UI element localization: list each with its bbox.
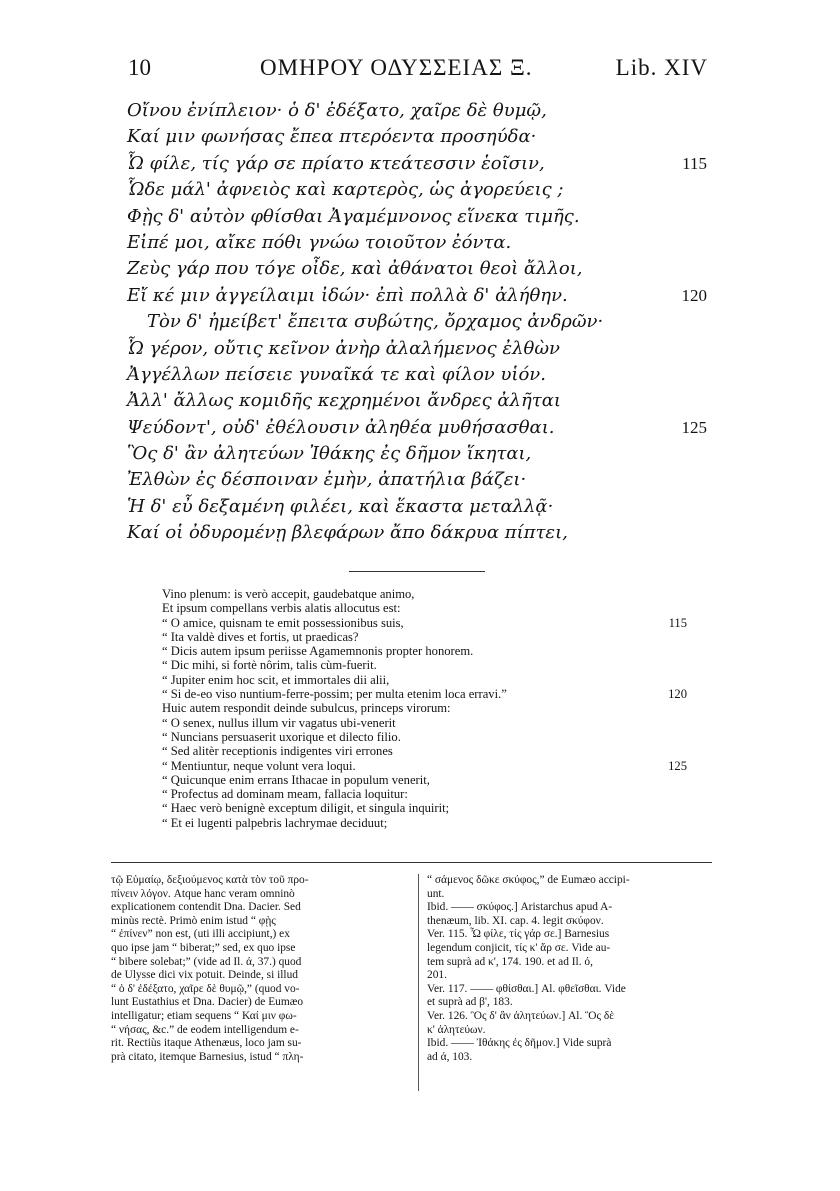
latin-verse-line-text: Et ipsum compellans verbis alatis allocutus est: [162, 601, 401, 616]
greek-verse-line [127, 415, 707, 441]
greek-verse-line-text: Εἰπέ μοι, αἴκε πόθι γνώω τοιοῦτον ἐόντα. [127, 231, 512, 253]
greek-verse-line-text: Ἐλθὼν ἐς δέσποιναν ἐμὴν, ἀπατήλια βάζει· [127, 469, 527, 491]
footnote-line: 201. [427, 969, 447, 982]
latin-verse-line-text: “ O senex, nullus illum vir vagatus ubi-venerit [162, 715, 396, 730]
footnote-line: prà citato, itemque Barnesius, istud “ πλη- [111, 1050, 304, 1063]
latin-translation-block [162, 587, 687, 830]
footnote-line: “ ὁ δ' ἐδέξατο, χαῖρε δὲ θυμῷ,” (quod vo- [111, 982, 300, 995]
footnote-line: rit. Rectiùs itaque Athenæus, loco jam su- [111, 1037, 302, 1050]
footnote-line: “ νήσας, &c.” de eodem intelligendum e- [111, 1023, 299, 1036]
latin-verse-line-text: “ Quicunque enim errans Ithacae in populum venerit, [162, 772, 430, 787]
latin-verse-line-text: “ Et ei lugenti palpebris lachrymae deciduut; [162, 815, 388, 830]
greek-verse-line [127, 309, 707, 335]
latin-verse-line-text: “ Profectus ad dominam meam, fallacia loquitur: [162, 787, 408, 802]
footnote-line: unt. [427, 887, 445, 900]
greek-verse-line-text: Ζεὺς γάρ που τόγε οἶδε, καὶ ἀθάνατοι θεοὶ ἄλλοι, [127, 258, 583, 280]
latin-verse-line [162, 601, 687, 615]
running-title: ΟΜΗΡΟΥ ΟΔΥΣΣΕΙΑΣ Ξ. [260, 55, 533, 80]
latin-verse-line [162, 673, 687, 687]
latin-verse-line [162, 687, 687, 701]
greek-verse-line [127, 336, 707, 362]
greek-verse-line [127, 230, 707, 256]
greek-verse-line-text: Ὦ φίλε, τίς γάρ σε πρίατο κτεάτεσσιν ἑοῖσιν, [127, 152, 545, 174]
footnote-line: tem suprà ad κ', 174. 190. et ad Il. ό, [427, 955, 593, 968]
section-divider [349, 571, 485, 572]
greek-verse-line [127, 98, 707, 124]
greek-verse-line [127, 177, 707, 203]
greek-verse-line-text: Ἡ δ' εὖ δεξαμένη φιλέει, καὶ ἕκαστα μεταλλᾷ· [127, 495, 554, 517]
footnote-line: et suprà ad β', 183. [427, 996, 513, 1009]
footnotes-left-column [111, 874, 408, 1064]
latin-verse-line [162, 616, 687, 630]
latin-verse-line [162, 773, 687, 787]
latin-verse-line [162, 644, 687, 658]
greek-text-block [127, 98, 707, 547]
footnote-line: “ ἐπίνεν” non est, (uti illi accipiunt,) ex [111, 928, 290, 941]
greek-verse-line [127, 388, 707, 414]
greek-verse-line [127, 467, 707, 493]
footnote-line: Ver. 117. —— φθίσθαι.] Al. φθεῖσθαι. Vide [427, 982, 626, 995]
footnote-line: πίνειν λόγον. Atque hanc veram omninò [111, 887, 295, 900]
footnotes-right-column [427, 874, 712, 1064]
latin-verse-line-text: “ O amice, quisnam te emit possessionibus suis, [162, 615, 404, 630]
footnote-line: Ver. 126. Ὃς δ' ἂν ἀλητεύων.] Al. Ὃς δὲ [427, 1009, 615, 1022]
latin-verse-line [162, 716, 687, 730]
latin-verse-line-text: “ Ita valdè dives et fortis, ut praedicas? [162, 629, 359, 644]
line-number: 125 [681, 417, 707, 437]
footnote-line: κ' ἀλητεύων. [427, 1023, 486, 1036]
latin-verse-line-text: “ Si de-eo viso nuntium-ferre-possim; per multa etenim loca erravi.” [162, 687, 507, 702]
footnote-line: Ver. 115. Ὦ φίλε, τίς γάρ σε.] Barnesius [427, 928, 610, 941]
line-number: 115 [682, 153, 707, 173]
greek-verse-line [127, 124, 707, 150]
footnote-line: legendum conjicit, τίς κ' ἄρ σε. Vide au- [427, 941, 611, 954]
greek-verse-line [127, 520, 707, 546]
latin-verse-line-text: “ Dic mihi, si fortè nôrim, talis cùm-fuerit. [162, 658, 377, 673]
latin-verse-line [162, 787, 687, 801]
greek-verse-line-text: Φῂς δ' αὐτὸν φθίσθαι Ἀγαμέμνονος εἵνεκα τιμῆς. [127, 205, 580, 227]
latin-verse-line-text: “ Dicis autem ipsum periisse Agamemnonis propter honorem. [162, 644, 474, 659]
latin-verse-line [162, 816, 687, 830]
latin-verse-line [162, 801, 687, 815]
footnote-line: de Ulysse dici vix potuit. Deinde, si illud [111, 969, 298, 982]
footnote-line: Ibid. —— σκύφος.] Aristarchus apud A- [427, 901, 613, 914]
footnote-line: minùs rectè. Primò enim istud “ φῂς [111, 914, 276, 927]
footnote-line: τῷ Εὐμαίῳ, δεξιούμενος κατὰ τὸν τοῦ προ- [111, 874, 309, 886]
latin-verse-line-text: “ Haec verò benignè exceptum diligit, et singula inquirit; [162, 801, 450, 816]
greek-verse-line-text: Καί μιν φωνήσας ἔπεα πτερόεντα προσηύδα· [127, 126, 537, 148]
greek-verse-line [127, 441, 707, 467]
footnote-line: explicationem contendit Dna. Dacier. Sed [111, 901, 301, 914]
greek-verse-line-text: Εἴ κέ μιν ἀγγείλαιμι ἰδών· ἐπὶ πολλὰ δ' ἀλήθην. [127, 284, 568, 306]
book-label: Lib. XIV [615, 55, 708, 80]
latin-verse-line [162, 587, 687, 601]
footnote-line: intelligatur; etiam sequens “ Καί μιν φω- [111, 1009, 297, 1022]
latin-verse-line-text: Huic autem respondit deinde subulcus, princeps virorum: [162, 701, 451, 716]
greek-verse-line [127, 494, 707, 520]
footnote-divider [111, 862, 712, 863]
greek-verse-line-text: Ἀγγέλλων πείσειε γυναῖκά τε καὶ φίλον υἱόν. [127, 363, 546, 385]
latin-verse-line [162, 658, 687, 672]
line-number: 115 [668, 615, 687, 630]
greek-verse-line-text: Ἀλλ' ἄλλως κομιδῆς κεχρημένοι ἄνδρες ἀλῆται [127, 390, 561, 412]
latin-verse-line [162, 744, 687, 758]
footnote-line: quo ipse jam “ biberat;” sed, ex quo ipse [111, 941, 296, 954]
greek-verse-line [127, 362, 707, 388]
latin-verse-line [162, 701, 687, 715]
greek-verse-line-text: Ὦ γέρον, οὔτις κεῖνον ἀνὴρ ἀλαλήμενος ἐλθὼν [127, 337, 560, 359]
latin-verse-line-text: “ Mentiuntur, neque volunt vera loqui. [162, 758, 356, 773]
line-number: 120 [668, 687, 687, 702]
footnote-line: “ σάμενος δῶκε σκύφος,” de Eumæo accipi- [427, 874, 630, 886]
greek-verse-line [127, 256, 707, 282]
footnote-line: ad ά, 103. [427, 1050, 473, 1063]
footnote-line: thenæum, lib. XI. cap. 4. legit σκύφον. [427, 914, 604, 927]
greek-verse-line-text: Ὃς δ' ἂν ἀλητεύων Ἰθάκης ἐς δῆμον ἵκηται, [127, 443, 532, 465]
greek-verse-line-text: Καί οἱ ὀδυρομένῃ βλεφάρων ἄπο δάκρυα πίπτει, [127, 522, 568, 544]
line-number: 120 [681, 285, 707, 305]
latin-verse-line [162, 630, 687, 644]
greek-verse-line-text: Ὧδε μάλ' ἀφνειὸς καὶ καρτερὸς, ὡς ἀγορεύεις ; [127, 179, 564, 201]
column-divider [418, 874, 419, 1091]
footnote-line: Ibid. —— Ἰθάκης ἐς δῆμον.] Vide suprà [427, 1037, 612, 1050]
footnote-line: lunt Eustathius et Dna. Dacier) de Eumæo [111, 996, 304, 1009]
latin-verse-line-text: Vino plenum: is verò accepit, gaudebatque animo, [162, 587, 415, 601]
page-number: 10 [128, 55, 151, 80]
latin-verse-line-text: “ Sed alitèr receptionis indigentes viri errones [162, 744, 393, 759]
latin-verse-line-text: “ Jupiter enim hoc scit, et immortales dii alii, [162, 672, 390, 687]
greek-verse-line [127, 151, 707, 177]
latin-verse-line [162, 730, 687, 744]
latin-verse-line-text: “ Nuncians persuaserit uxorique et dilecto filio. [162, 729, 401, 744]
greek-verse-line-text: Τὸν δ' ἠμείβετ' ἔπειτα συβώτης, ὄρχαμος ἀνδρῶν· [147, 311, 604, 333]
page-header [128, 55, 708, 85]
footnote-line: “ bibere solebat;” (vide ad Il. ά, 37.) quod [111, 955, 302, 968]
line-number: 125 [668, 758, 687, 773]
latin-verse-line [162, 759, 687, 773]
greek-verse-line [127, 204, 707, 230]
greek-verse-line [127, 283, 707, 309]
greek-verse-line-text: Οἴνου ἐνίπλειον· ὁ δ' ἐδέξατο, χαῖρε δὲ θυμῷ, [127, 100, 547, 121]
greek-verse-line-text: Ψεύδοντ', οὐδ' ἐθέλουσιν ἀληθέα μυθήσασθαι. [127, 416, 555, 438]
